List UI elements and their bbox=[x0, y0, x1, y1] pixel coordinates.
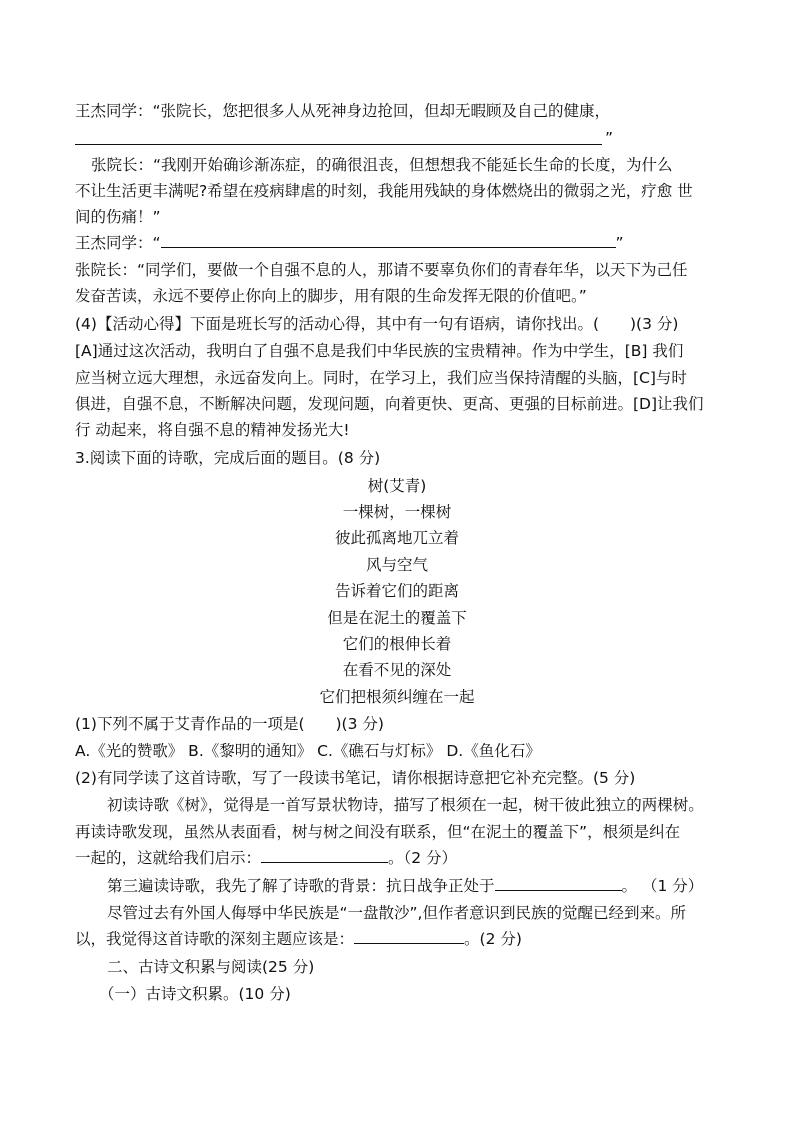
q3-sub1-options: A.《光的赞歌》 B.《黎明的通知》 C.《礁石与灯标》 D.《鱼化石》 bbox=[75, 742, 541, 760]
dialogue-speaker: 王杰同学：“ bbox=[75, 234, 161, 252]
score-note: 。 （1 分） bbox=[621, 877, 704, 895]
reading-note-line-2: 再读诗歌发现，虽然从表面看，树与树之间没有联系，但“在泥土的覆盖下”，根须是纠在 bbox=[75, 823, 681, 841]
answer-blank-2[interactable] bbox=[161, 233, 616, 248]
reading-note-line-4 bbox=[107, 876, 703, 896]
reading-note-text: 以，我觉得这首诗歌的深刻主题应该是： bbox=[75, 930, 355, 948]
dialogue-line-7: 张院长：“同学们，要做一个自强不息的人，那请不要辜负你们的青春年华，以天下为己任 bbox=[75, 261, 688, 279]
q4-text-line-4: 行 动起来，将自强不息的精神发扬光大! bbox=[75, 421, 350, 439]
poem-title: 树(艾青) bbox=[367, 477, 427, 495]
q4-text-line-2: 应当树立远大理想，永远奋发向上。同时，在学习上，我们应当保持清醒的头脑，[C]与时 bbox=[75, 369, 687, 387]
poem-line: 它们把根须纠缠在一起 bbox=[319, 688, 475, 706]
answer-blank-4[interactable] bbox=[495, 876, 622, 891]
reading-note-text: 一起的，这就给我们启示： bbox=[75, 849, 262, 867]
dialogue-line-6 bbox=[75, 233, 624, 253]
dialogue-line-3: 张院长：“我刚开始确诊渐冻症，的确很沮丧，但想想我不能延长生命的长度，为什么 bbox=[91, 156, 673, 174]
reading-note-text: 第三遍读诗歌，我先了解了诗歌的背景：抗日战争正处于 bbox=[107, 877, 495, 895]
poem-line: 告诉着它们的距离 bbox=[334, 582, 459, 600]
reading-note-line-3 bbox=[75, 848, 457, 868]
dialogue-line-1: 王杰同学：“张院长，您把很多人从死神身边抢回，但却无暇顾及自己的健康， bbox=[75, 102, 611, 120]
poem-line: 一棵树，一棵树 bbox=[342, 503, 452, 521]
section-2-title: 二、古诗文积累与阅读(25 分) bbox=[107, 958, 315, 976]
q3-sub1-prompt: (1)下列不属于艾青作品的一项是( )(3 分) bbox=[75, 715, 384, 733]
answer-blank-3[interactable] bbox=[261, 848, 388, 863]
closing-quote: ” bbox=[605, 129, 614, 147]
answer-blank-5[interactable] bbox=[354, 929, 464, 944]
answer-blank-1[interactable] bbox=[75, 144, 602, 145]
reading-note-line-5: 尽管过去有外国人侮辱中华民族是“一盘散沙”,但作者意识到民族的觉醒已经到来。所 bbox=[107, 904, 686, 922]
closing-quote: ” bbox=[615, 234, 624, 252]
score-note: 。（2 分） bbox=[388, 849, 458, 867]
q4-prompt: (4)【活动心得】下面是班长写的活动心得，其中有一句有语病，请你找出。( )(3 分) bbox=[75, 315, 679, 333]
poem-line: 彼此孤离地兀立着 bbox=[334, 529, 459, 547]
section-2-subtitle: （一）古诗文积累。(10 分) bbox=[99, 985, 291, 1003]
poem-line: 风与空气 bbox=[365, 556, 428, 574]
dialogue-line-4: 不让生活更丰满呢?希望在疫病肆虐的时刻，我能用残缺的身体燃烧出的微弱之光，疗愈 世 bbox=[75, 182, 693, 200]
poem-line: 但是在泥土的覆盖下 bbox=[327, 609, 467, 627]
score-note: 。(2 分) bbox=[464, 930, 522, 948]
reading-note-line-1: 初读诗歌《树》，觉得是一首写景状物诗，描写了根须在一起，树干彼此独立的两棵树。 bbox=[107, 796, 704, 814]
q4-text-line-1: [A]通过这次活动，我明白了自强不息是我们中华民族的宝贵精神。作为中学生，[B] 我们 bbox=[75, 342, 684, 360]
reading-note-line-6 bbox=[75, 929, 522, 949]
q3-sub2-prompt: (2)有同学读了这首诗歌，写了一段读书笔记，请你根据诗意把它补充完整。(5 分) bbox=[75, 769, 636, 787]
q3-header: 3.阅读下面的诗歌，完成后面的题目。(8 分) bbox=[75, 449, 381, 467]
poem-line: 它们的根伸长着 bbox=[342, 635, 452, 653]
dialogue-line-8: 发奋苦读，永远不要停止你向上的脚步，用有限的生命发挥无限的价值吧。” bbox=[75, 287, 587, 305]
q4-text-line-3: 俱进，自强不息，不断解决问题，发现问题，向着更快、更高、更强的目标前进。[D]让我们 bbox=[75, 395, 704, 413]
poem-line: 在看不见的深处 bbox=[342, 661, 452, 679]
dialogue-line-5: 间的伤痛！” bbox=[75, 208, 161, 226]
